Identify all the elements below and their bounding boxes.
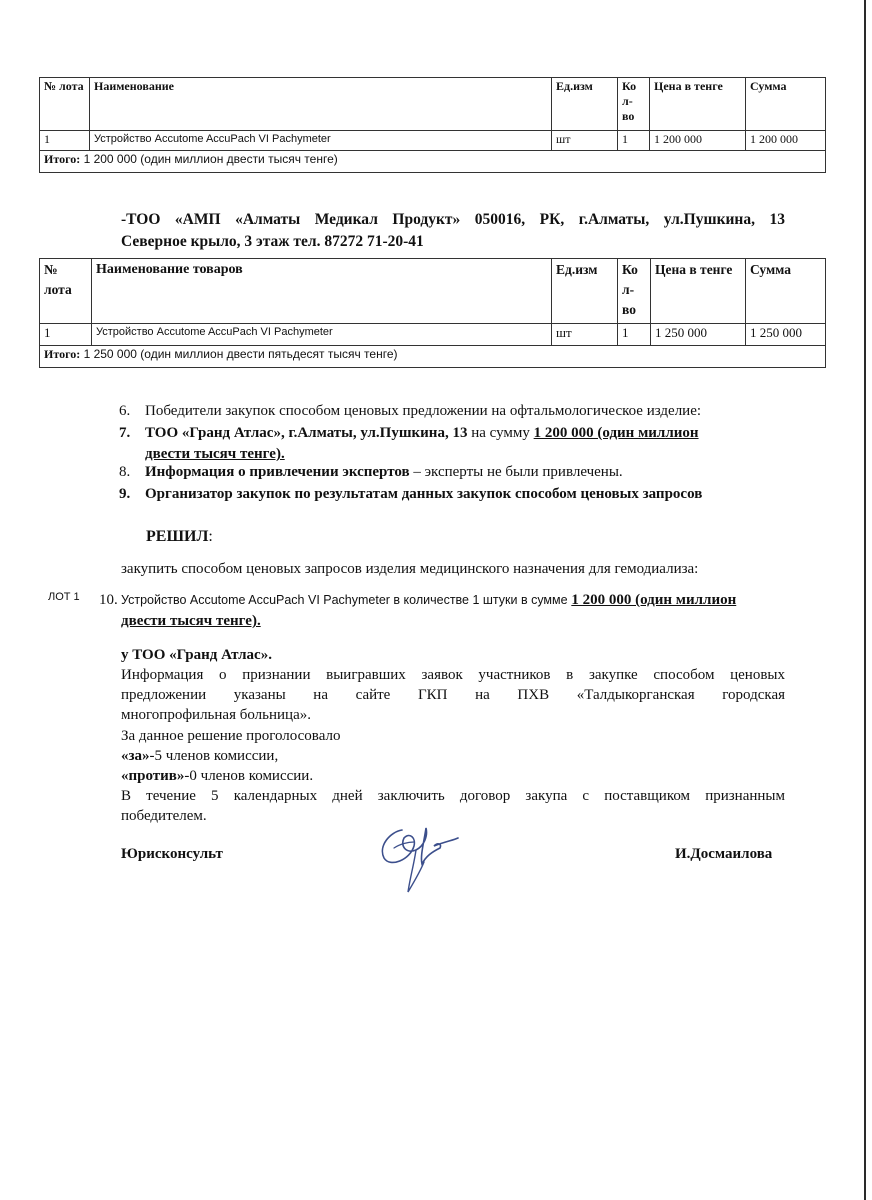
item-8-number: 8.: [119, 464, 131, 480]
header-price: Цена в тенге: [651, 259, 746, 324]
item-7-company: ТОО «Гранд Атлас», г.Алматы, ул.Пушкина, 13: [145, 425, 468, 441]
table-header-row: [40, 78, 826, 131]
item-9-number: 9.: [119, 486, 131, 502]
header-sum: Сумма: [746, 78, 826, 131]
table-row: [40, 324, 826, 346]
table-total-row: [40, 151, 826, 173]
item-10-amount: 1 200 000 (один миллион: [571, 592, 737, 608]
item-10-amount-cont: двести тысяч тенге).: [121, 613, 261, 629]
item-7-amount: 1 200 000 (один миллион: [533, 425, 699, 441]
vote-for-label: «за»: [121, 748, 150, 764]
header-unit: Ед.изм: [552, 259, 618, 324]
cell-name: Устройство Accutome AccuPach VI Pachymeter: [90, 131, 552, 151]
cell-sum: 1 250 000: [746, 324, 826, 346]
supplier-line-2: Северное крыло, 3 этаж тел. 87272 71-20-41: [121, 233, 424, 250]
handwritten-signature: [370, 812, 460, 902]
total-value: 1 250 000 (один миллион двести пятьдесят тысяч тенге): [83, 347, 398, 361]
info-line-1: Информация о признании выигравших заявок участников в закупке способом ценовых: [121, 667, 785, 683]
cell-unit: шт: [552, 324, 618, 346]
info-line-3: многопрофильная больница».: [121, 707, 311, 723]
decision-heading-colon: :: [208, 528, 213, 545]
total-label: Итого:: [44, 347, 81, 361]
item-10-line-1: [121, 591, 801, 610]
price-table-2: [39, 258, 826, 368]
price-table-1: [39, 77, 826, 173]
item-10-text: Устройство Accutome AccuPach VI Pachymeter в количестве 1 штуки в сумме: [121, 593, 568, 607]
cell-unit: шт: [552, 131, 618, 151]
header-name: Наименование товаров: [92, 259, 552, 324]
cell-quantity: 1: [618, 131, 650, 151]
table-total-row: [40, 346, 826, 368]
decision-heading: [146, 527, 213, 546]
vote-for-rest: -5 членов комиссии,: [149, 748, 279, 764]
item-8-text: [145, 463, 623, 482]
header-name: Наименование: [90, 78, 552, 131]
vote-line: За данное решение проголосовало: [121, 728, 341, 744]
table-row: [40, 131, 826, 151]
cell-name: Устройство Accutome AccuPach VI Pachymeter: [92, 324, 552, 346]
header-quantity: Ко л- во: [618, 78, 650, 131]
vote-against-label: «против»: [121, 768, 185, 784]
header-unit: Ед.изм: [552, 78, 618, 131]
total-label: Итого:: [44, 152, 81, 166]
contract-line-2: победителем.: [121, 808, 207, 824]
item-7-number: 7.: [119, 425, 131, 441]
item-6-number: 6.: [119, 403, 131, 419]
cell-price: 1 200 000: [650, 131, 746, 151]
item-7-amount-cont: двести тысяч тенге).: [145, 446, 285, 462]
cell-price: 1 250 000: [651, 324, 746, 346]
table-header-row: [40, 259, 826, 324]
total-value: 1 200 000 (один миллион двести тысяч тенге): [83, 152, 338, 166]
vote-against: [121, 767, 313, 786]
header-lot-number: № лота: [40, 259, 92, 324]
table-total: [40, 151, 826, 173]
vote-for: [121, 747, 278, 766]
decision-heading-text: РЕШИЛ: [146, 528, 209, 545]
signatory-name: И.Досмаилова: [675, 846, 773, 862]
item-9-text: Организатор закупок по результатам данных закупок способом ценовых запросов: [145, 486, 703, 502]
winner-line: у ТОО «Гранд Атлас».: [121, 647, 272, 663]
contract-line-1: В течение 5 календарных дней заключить договор закупа с поставщиком признанным: [121, 788, 785, 804]
item-7-line-1: [145, 424, 785, 443]
header-price: Цена в тенге: [650, 78, 746, 131]
header-sum: Сумма: [746, 259, 826, 324]
item-8-bold: Информация о привлечении экспертов: [145, 464, 410, 480]
vote-against-rest: -0 членов комиссии.: [184, 768, 314, 784]
info-line-2: предложении указаны на сайте ГКП на ПХВ «Талдыкорганская городская: [121, 687, 785, 703]
signatory-position: Юрисконсульт: [121, 846, 223, 862]
item-7-line-2: [145, 445, 285, 464]
cell-quantity: 1: [618, 324, 651, 346]
scan-edge-line: [864, 0, 866, 1200]
cell-sum: 1 200 000: [746, 131, 826, 151]
header-quantity: Ко л- во: [618, 259, 651, 324]
table-total: [40, 346, 826, 368]
decision-intro: закупить способом ценовых запросов изделия медицинского назначения для гемодиализа:: [121, 561, 699, 577]
item-8-rest: – эксперты не были привлечены.: [413, 464, 623, 480]
item-6-text: Победители закупок способом ценовых предложении на офтальмологическое изделие:: [145, 403, 702, 419]
cell-lot-number: 1: [40, 324, 92, 346]
supplier-line-1: -ТОО «АМП «Алматы Медикал Продукт» 050016, РК, г.Алматы, ул.Пушкина, 13: [121, 211, 785, 228]
header-lot-number: № лота: [40, 78, 90, 131]
item-7-mid: на сумму: [471, 425, 530, 441]
item-10-number: 10.: [99, 592, 118, 608]
cell-lot-number: 1: [40, 131, 90, 151]
lot-label: ЛОТ 1: [48, 591, 80, 603]
item-10-line-2: [121, 612, 261, 631]
